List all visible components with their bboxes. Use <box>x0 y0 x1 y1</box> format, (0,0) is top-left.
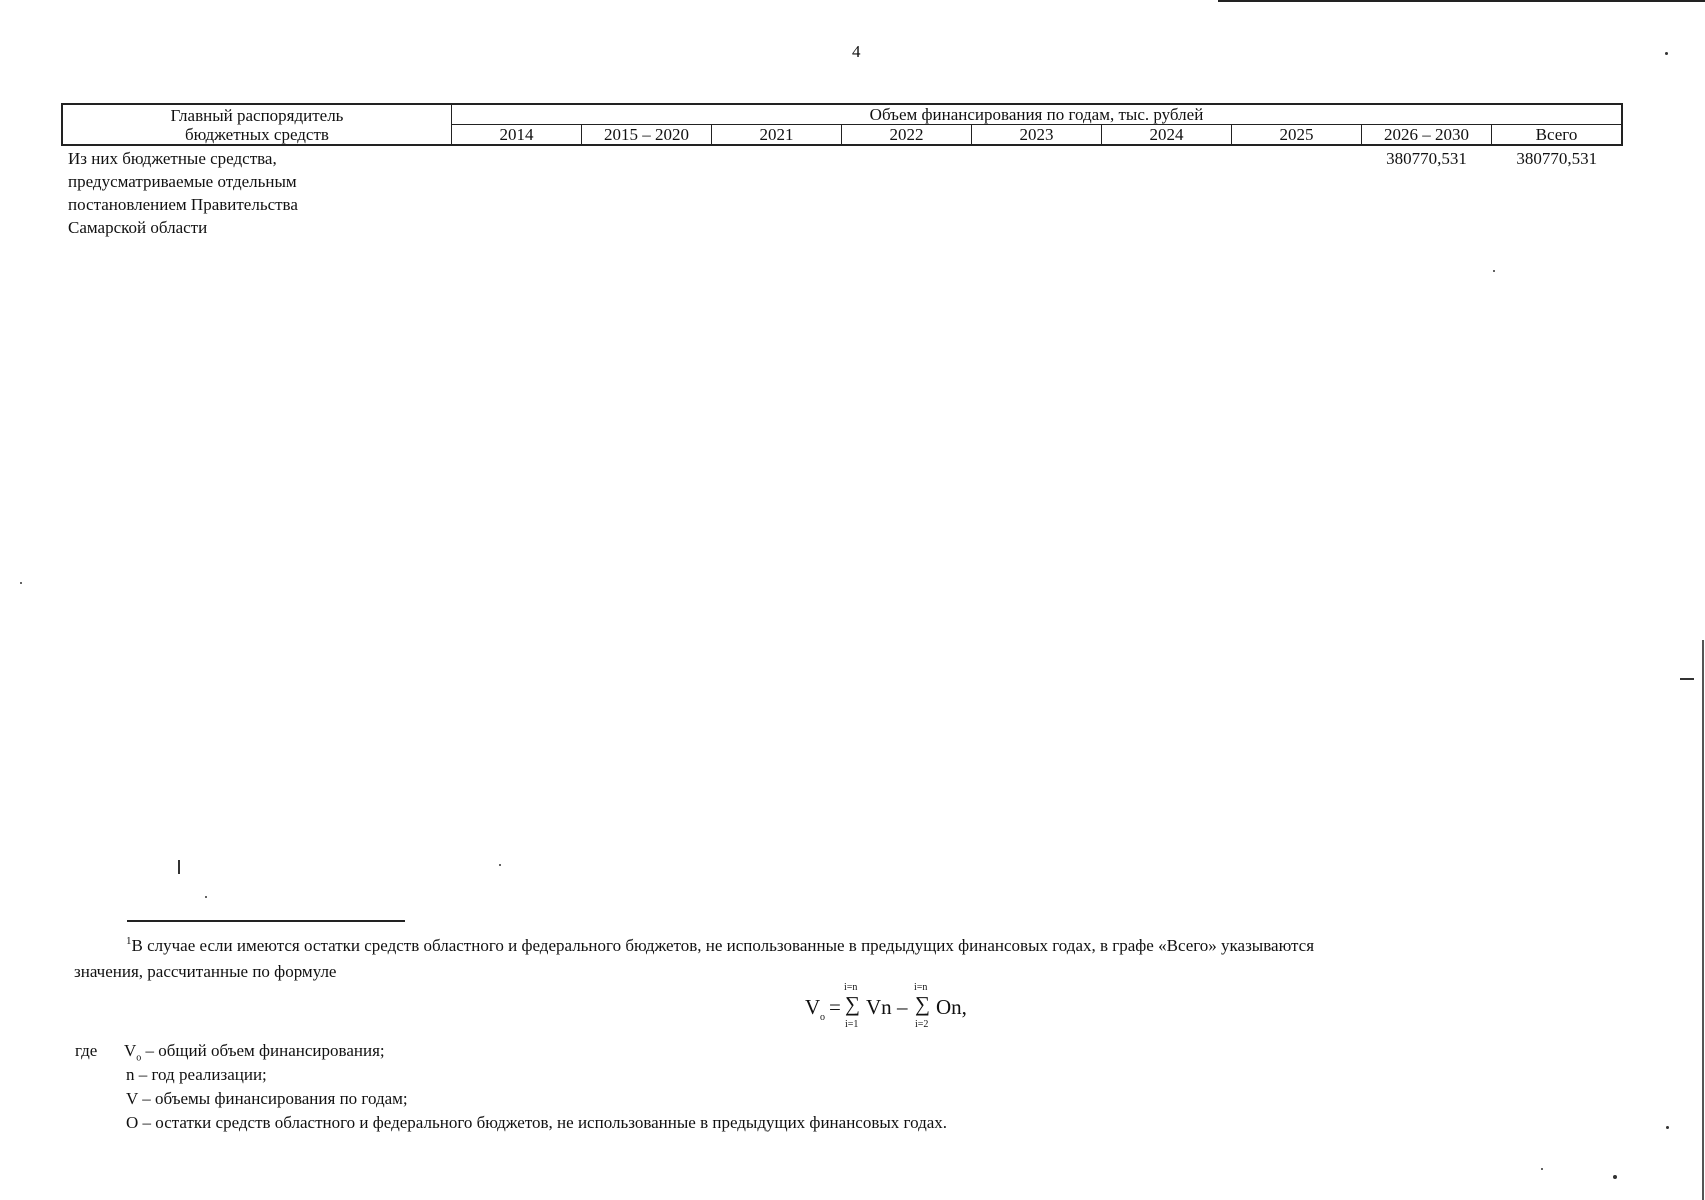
legend-o: O – остатки средств областного и федерального бюджетов, не использованные в предыдущих финансовых годах. <box>126 1113 948 1132</box>
formula-sum2-term: On, <box>936 995 967 1019</box>
footnote-separator <box>127 920 405 922</box>
year-header: 2021 <box>711 125 841 146</box>
legend-n: n – год реализации; <box>126 1065 267 1084</box>
year-header: Всего <box>1491 125 1622 146</box>
year-header: 2014 <box>451 125 581 146</box>
footnote-text-line1: В случае если имеются остатки средств областного и федерального бюджетов, не использованные в предыдущих финансовых годах, в графе «Всего» указываются <box>131 936 1315 955</box>
table-cell <box>1231 145 1361 239</box>
formula-lhs-sub: o <box>820 1012 825 1023</box>
scan-mark <box>178 860 180 874</box>
header-financing-by-year: Объем финансирования по годам, тыс. рублей <box>451 104 1622 125</box>
sum-sign-icon: ∑ <box>915 992 930 1016</box>
table-cell <box>971 145 1101 239</box>
formula-sum1-bottom: i=1 <box>845 1019 859 1030</box>
table-cell <box>711 145 841 239</box>
value-2026-2030: 380770,531 <box>1386 149 1467 168</box>
row-label-line4: Самарской области <box>68 218 208 237</box>
row-label-line1: Из них бюджетные средства, <box>68 149 277 168</box>
header-budget-holder <box>62 104 451 145</box>
scan-speck <box>1493 270 1495 272</box>
table-cell <box>841 145 971 239</box>
row-label-line2: предусматриваемые отдельным <box>68 172 297 191</box>
scan-speck <box>499 864 501 866</box>
legend-where: где <box>75 1041 98 1060</box>
table-cell <box>581 145 711 239</box>
year-header: 2026 – 2030 <box>1361 125 1491 146</box>
year-header: 2023 <box>971 125 1101 146</box>
page-number: 4 <box>852 42 861 61</box>
value-total: 380770,531 <box>1516 149 1598 168</box>
header-budget-holder-line1: Главный распорядитель <box>170 105 344 125</box>
year-header: 2015 – 2020 <box>581 125 711 146</box>
scan-speck <box>1613 1175 1617 1179</box>
formula-sum1-top: i=n <box>844 982 858 993</box>
scan-speck <box>1541 1168 1543 1170</box>
table-cell <box>1101 145 1231 239</box>
footnote-mark: 1 <box>126 935 132 947</box>
top-edge-rule <box>1218 0 1705 2</box>
formula-sum2-bottom: i=2 <box>915 1019 929 1030</box>
year-header: 2024 <box>1101 125 1231 146</box>
formula-sum1-term: Vn <box>866 995 892 1019</box>
row-label <box>62 145 451 239</box>
financing-table <box>61 103 1623 239</box>
sum-sign-icon: ∑ <box>845 992 860 1016</box>
year-header: 2022 <box>841 125 971 146</box>
formula-sum2-top: i=n <box>914 982 928 993</box>
footnote-paragraph <box>74 934 1628 960</box>
footnote <box>74 934 1628 984</box>
header-budget-holder-line2: бюджетных средств <box>185 124 329 144</box>
scan-speck <box>20 582 22 584</box>
scan-edge <box>1702 640 1704 1200</box>
table-cell <box>451 145 581 239</box>
footnote-text-line2: значения, рассчитанные по формуле <box>74 962 337 981</box>
legend-v0-sub: o <box>136 1052 142 1064</box>
table-row <box>62 145 1622 239</box>
row-label-line3: постановлением Правительства <box>68 195 298 214</box>
year-header: 2025 <box>1231 125 1361 146</box>
table-header-row <box>62 104 1622 125</box>
financing-formula <box>800 982 980 1034</box>
legend-v: V – объемы финансирования по годам; <box>126 1089 408 1108</box>
legend-v0-symbol: V <box>124 1041 137 1060</box>
formula-equals: = <box>829 995 841 1019</box>
formula-minus: – <box>897 995 908 1019</box>
scan-mark <box>1680 678 1694 680</box>
scan-speck <box>1665 52 1668 55</box>
scan-speck <box>205 896 207 898</box>
scan-speck <box>1666 1126 1669 1129</box>
legend-v0-text: – общий объем финансирования; <box>145 1041 385 1060</box>
formula-lhs: V <box>805 995 821 1019</box>
